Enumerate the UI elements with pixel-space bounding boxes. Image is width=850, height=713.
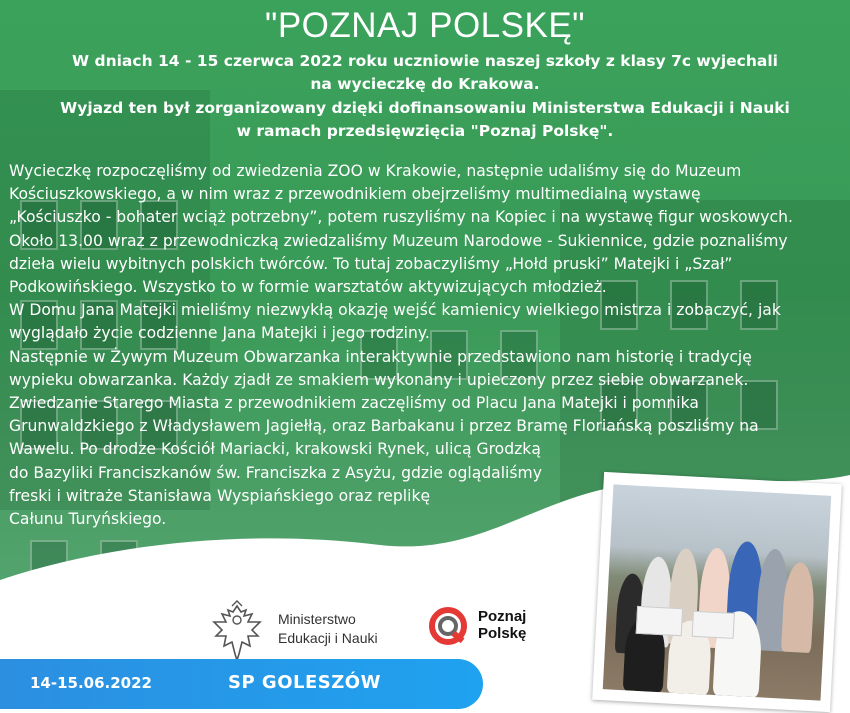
subtitle-line: Wyjazd ten był zorganizowany dzięki dofinansowaniu Ministerstwa Edukacji i Nauki	[60, 99, 790, 117]
ministry-name	[278, 610, 378, 648]
body-line: wypieku obwarzanka. Każdy zjadł ze smakiem wykonany i upieczony przez siebie obwarzanek.	[9, 370, 749, 389]
group-photo	[603, 484, 831, 700]
body-line: Całunu Turyńskiego.	[9, 510, 167, 529]
school-name: SP GOLESZÓW	[228, 672, 381, 693]
ministry-line: Edukacji i Nauki	[278, 630, 378, 646]
page-title: "POZNAJ POLSKĘ"	[264, 6, 586, 45]
body-line: do Bazyliki Franciszkanów św. Franciszka z Asyżu, gdzie oglądaliśmy	[9, 463, 542, 482]
body-line: Wycieczkę rozpoczęliśmy od zwiedzenia ZOO w Krakowie, następnie udaliśmy się do Muzeum	[9, 162, 742, 180]
subtitle-line: W dniach 14 - 15 czerwca 2022 roku uczniowie naszej szkoły z klasy 7c wyjechali	[71, 52, 778, 70]
body-line: wyglądało życie codzienne Jana Matejki i jego rodziny.	[9, 324, 430, 343]
body-line: W Domu Jana Matejki mieliśmy niezwykłą okazję wejść kamienicy wielkiego mistrza i zobaczyć, jak	[9, 301, 781, 320]
program-line: Poznaj	[478, 608, 527, 625]
body-line: Podkowińskiego. Wszystko to w formie warsztatów aktywizujących młodzież.	[9, 278, 607, 297]
body-line: Około 13.00 wraz z przewodniczką zwiedzaliśmy Muzeum Narodowe - Sukiennice, gdzie poznaliśmy	[9, 231, 788, 250]
article-body	[9, 160, 845, 531]
trip-date: 14-15.06.2022	[30, 674, 152, 692]
ministry-line: Ministerstwo	[278, 611, 356, 627]
subtitle-line: na wycieczkę do Krakowa.	[310, 75, 540, 93]
body-line: dzieła wielu wybitnych polskich twórców. To tutaj zobaczyliśmy „Hołd pruski” Matejki i „Szał”	[9, 254, 733, 273]
body-line: Kościuszkowskiego, a w nim wraz z przewodnikiem obejrzeliśmy multimedialną wystawę	[9, 185, 701, 204]
body-line: freski i witraże Stanisława Wyspiańskiego oraz replikę	[9, 486, 431, 505]
program-line: Polskę	[478, 625, 527, 642]
body-line: Wawelu. Po drodze Kościół Mariacki, krakowski Rynek, ulicą Grodzką	[9, 440, 541, 459]
group-photo-frame	[592, 472, 842, 712]
body-line: Następnie w Żywym Muzeum Obwarzanka interaktywnie przedstawiono nam historię i tradycję	[9, 347, 752, 366]
polish-eagle-icon	[208, 600, 266, 662]
logos-panel	[200, 594, 570, 668]
body-line: „Kościuszko - bohater wciąż potrzebny”, potem ruszyliśmy na Kopiec i na wystawę figur woskowych.	[9, 208, 793, 227]
body-line: Grunwaldzkiego z Władysławem Jagiełłą, oraz Barbakanu i przez Bramę Floriańską poszliśmy na	[9, 417, 759, 436]
poznaj-polske-logo-icon	[428, 604, 468, 648]
body-line: Zwiedzanie Starego Miasta z przewodnikiem zaczęliśmy od Placu Jana Matejki i pomnika	[9, 394, 699, 413]
program-name	[478, 608, 526, 642]
subtitle-line: w ramach przedsięwzięcia "Poznaj Polskę".	[236, 122, 614, 140]
footer-bar	[0, 659, 483, 709]
